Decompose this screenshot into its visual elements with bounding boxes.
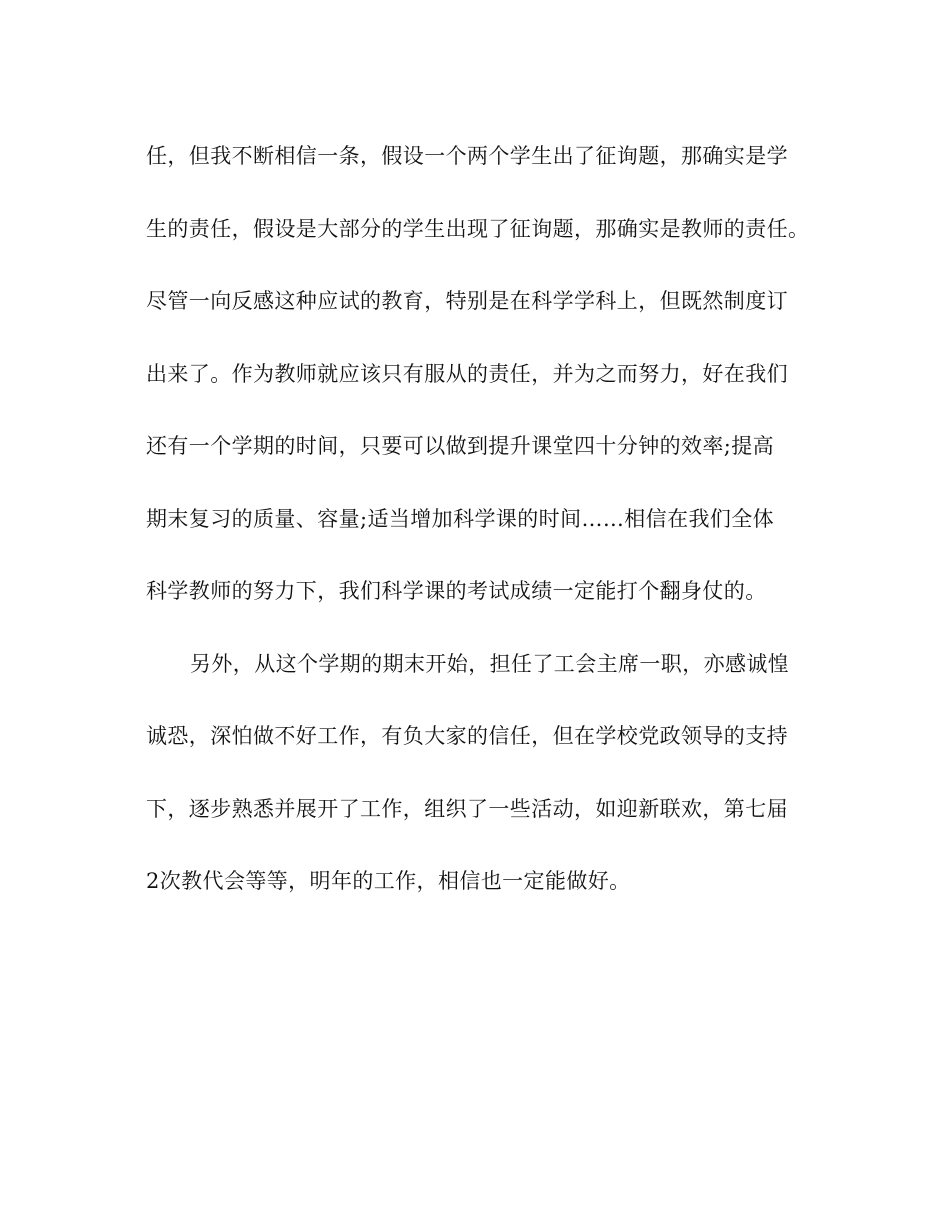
text-line: 下，逐步熟悉并展开了工作，组织了一些活动，如迎新联欢，第七届 <box>146 796 788 821</box>
text-line: 期末复习的质量、容量;适当增加科学课的时间……相信在我们全体 <box>146 506 775 531</box>
text-line: 尽管一向反感这种应试的教育，特别是在科学学科上，但既然制度订 <box>146 289 788 313</box>
paragraph-start-line: 另外，从这个学期的期末开始，担任了工会主席一职，亦感诚惶 <box>190 651 790 676</box>
text-line: 诚恐，深怕做不好工作，有负大家的信任，但在学校党政领导的支持 <box>146 724 788 748</box>
text-line: 还有一个学期的时间，只要可以做到提升课堂四十分钟的效率;提高 <box>146 434 775 458</box>
text-line: 科学教师的努力下，我们科学课的考试成绩一定能打个翻身仗的。 <box>146 579 767 603</box>
document-body <box>146 120 826 918</box>
text-line: 任，但我不断相信一条，假设一个两个学生出了征询题，那确实是学 <box>146 144 788 168</box>
text-line: 出来了。作为教师就应该只有服从的责任，并为之而努力，好在我们 <box>146 361 788 386</box>
text-line: 生的责任，假设是大部分的学生出现了征询题，那确实是教师的责任。 <box>146 216 810 241</box>
text-line: 2次教代会等等，明年的工作，相信也一定能做好。 <box>146 869 631 893</box>
